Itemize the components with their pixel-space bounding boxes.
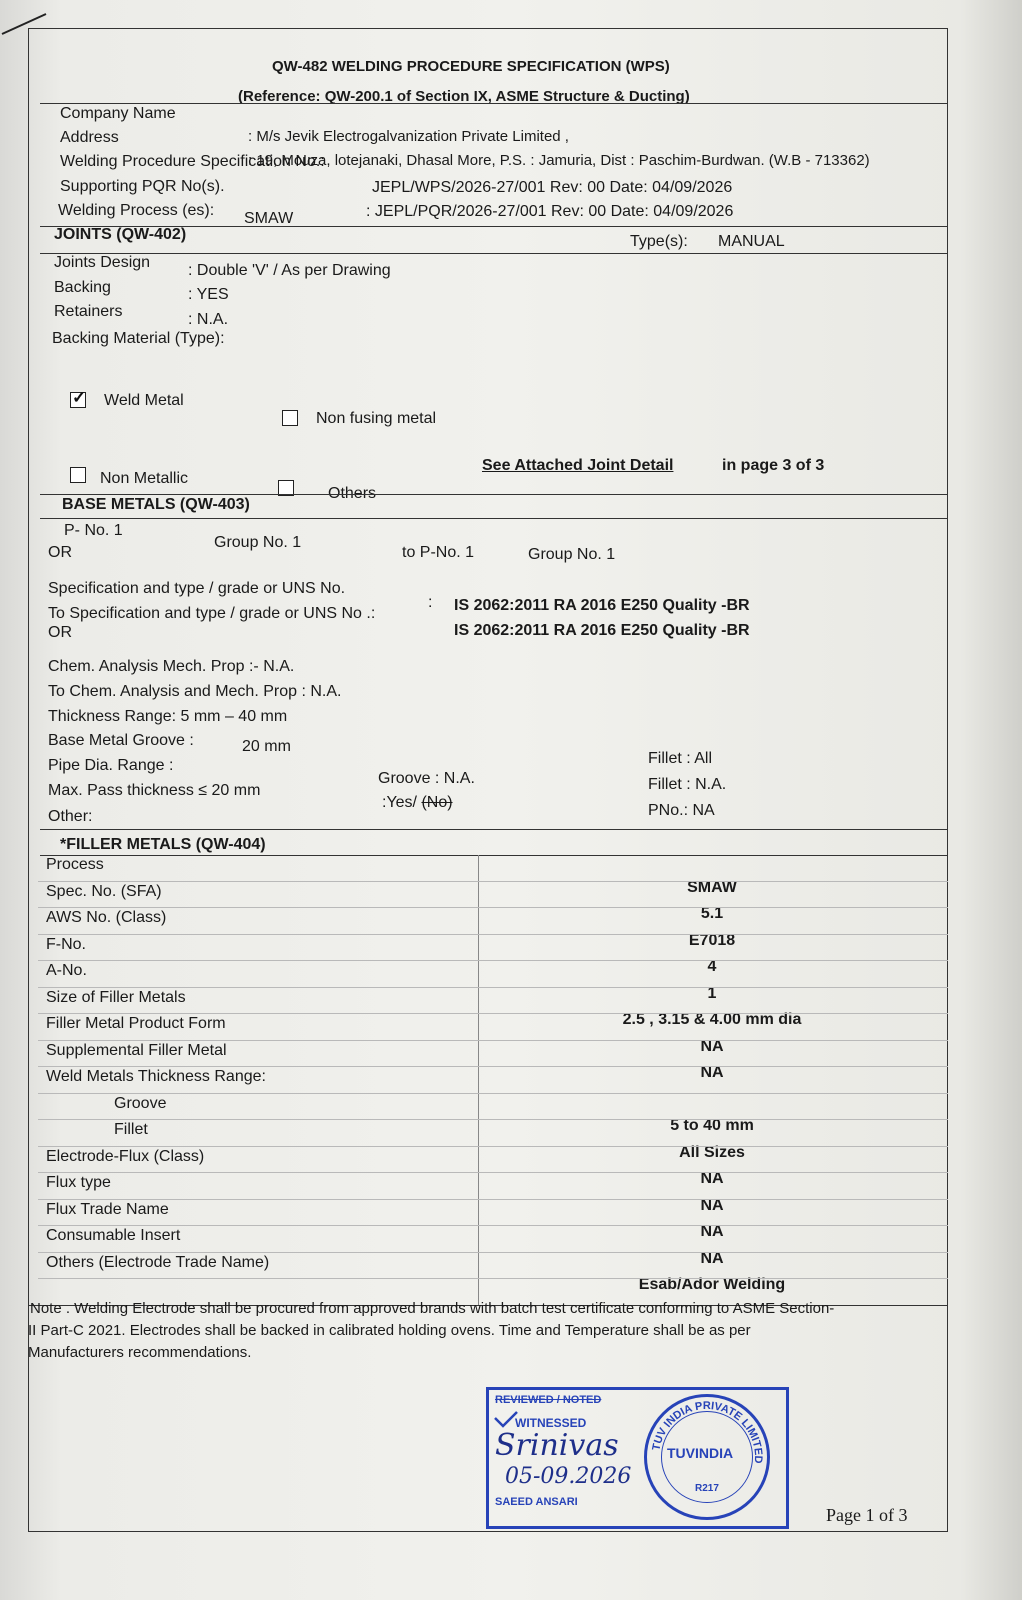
table-row-line (38, 960, 948, 961)
filler-row-label: Process (46, 856, 104, 873)
welding-process-label: Welding Process (es): (58, 202, 215, 219)
joints-design-value: : Double 'V' / As per Drawing (188, 262, 391, 279)
filler-row-value: NA (700, 1196, 724, 1214)
table-row-line (38, 881, 948, 882)
table-row-line (38, 1093, 948, 1094)
filler-row-label: Groove (114, 1094, 167, 1112)
check-mark-icon (493, 1410, 519, 1430)
filler-row-value: Esab/Ador Welding (638, 1276, 786, 1293)
divider (40, 103, 948, 104)
weld-metal-label: Weld Metal (104, 392, 184, 409)
filler-row-label: AWS No. (Class) (46, 909, 167, 926)
pqr-no-value: : JEPL/PQR/2026-27/001 Rev: 00 Date: 04/09/2026 (366, 203, 734, 220)
other-label: Other: (48, 808, 93, 825)
table-row-line (38, 1066, 948, 1067)
base-groove-value: 20 mm (242, 738, 291, 755)
stamp-witnessed: WITNESSED (515, 1416, 587, 1430)
weld-metal-checkbox[interactable] (70, 392, 86, 408)
table-row-line (38, 1146, 948, 1147)
joints-heading: JOINTS (QW-402) (54, 226, 187, 243)
filler-row-label: Flux Trade Name (46, 1200, 169, 1218)
or-label: OR (48, 544, 72, 561)
tuv-seal (644, 1394, 770, 1520)
divider (40, 518, 948, 519)
stamp-reviewed: REVIEWED / NOTED (495, 1394, 602, 1406)
table-row-line (38, 934, 948, 935)
inspection-stamp (486, 1387, 789, 1529)
to-p-no: to P-No. 1 (402, 544, 475, 561)
filler-row-label: A-No. (46, 962, 87, 979)
address-label: Address (60, 129, 119, 146)
spec-value: IS 2062:2011 RA 2016 E250 Quality -BR (454, 597, 750, 614)
table-row-line (38, 1040, 948, 1041)
filler-row-value: 4 (707, 958, 717, 975)
wps-no-value: JEPL/WPS/2026-27/001 Rev: 00 Date: 04/09/2026 (372, 179, 733, 196)
fillet-all: Fillet : All (648, 750, 713, 767)
filler-row-value: NA (700, 1223, 724, 1240)
p-no: P- No. 1 (64, 522, 123, 539)
type-value: MANUAL (718, 233, 785, 250)
filler-row-label: Supplemental Filler Metal (46, 1041, 227, 1059)
pqr-no-label: Supporting PQR No(s). (60, 178, 225, 195)
divider (40, 494, 948, 495)
doc-subtitle: (Reference: QW-200.1 of Section IX, ASME Structure & Ducting) (238, 88, 690, 105)
to-chem-analysis: To Chem. Analysis and Mech. Prop : N.A. (48, 683, 342, 700)
backing-value: : YES (188, 286, 229, 303)
table-row-line (38, 1119, 948, 1120)
no-text-struck: (No) (421, 794, 453, 811)
address-value: : 19, Mouza, lotejanaki, Dhasal More, P.S. : Jamuria, Dist : Paschim-Burdwan. (W.B - 713362) (248, 152, 870, 169)
base-metals-heading: BASE METALS (QW-403) (62, 496, 250, 513)
filler-row-label: Others (Electrode Trade Name) (46, 1253, 270, 1271)
welding-process-value: SMAW (244, 210, 294, 227)
see-attached-link[interactable]: See Attached Joint Detail (482, 457, 674, 474)
note-line-1: Note . Welding Electrode shall be procured from approved brands with batch test certificate conforming to ASME Section- (30, 1300, 835, 1317)
pipe-dia-range: Pipe Dia. Range : (48, 757, 174, 774)
table-row-line (38, 1013, 948, 1014)
table-row-line (38, 1278, 948, 1279)
filler-row-value: NA (700, 1037, 724, 1055)
table-row-line (38, 907, 948, 908)
fillet-na: Fillet : N.A. (648, 776, 727, 793)
to-spec-value: IS 2062:2011 RA 2016 E250 Quality -BR (454, 622, 750, 639)
yes-text: :Yes/ (382, 794, 422, 811)
filler-row-label: Fillet (114, 1121, 148, 1138)
filler-row-label: Electrode-Flux (Class) (46, 1147, 205, 1165)
table-row-line (38, 1225, 948, 1226)
filler-row-label: Filler Metal Product Form (46, 1015, 226, 1032)
filler-row-label: Weld Metals Thickness Range: (46, 1068, 266, 1085)
retainers-value: : N.A. (188, 311, 229, 328)
thickness-range: Thickness Range: 5 mm – 40 mm (48, 708, 288, 725)
retainers-label: Retainers (54, 303, 123, 320)
filler-row-value: 2.5 , 3.15 & 4.00 mm dia (622, 1011, 802, 1028)
max-pass-thickness: Max. Pass thickness ≤ 20 mm (48, 782, 261, 799)
backing-label: Backing (54, 279, 111, 296)
table-row-line (38, 1199, 948, 1200)
divider (40, 253, 948, 254)
filler-row-value: All Sizes (679, 1143, 745, 1161)
filler-row-label: Consumable Insert (46, 1227, 181, 1244)
chem-analysis: Chem. Analysis Mech. Prop :- N.A. (48, 658, 295, 675)
yes-no (382, 794, 453, 812)
joints-design-label: Joints Design (54, 254, 151, 271)
spec-colon: : (428, 594, 433, 611)
spec-label: Specification and type / grade or UNS No. (48, 580, 346, 597)
seal-code: R217 (695, 1483, 719, 1494)
stamp-name: SAEED ANSARI (495, 1496, 578, 1508)
non-fusing-checkbox[interactable] (282, 410, 298, 426)
filler-row-label: Spec. No. (SFA) (46, 882, 162, 900)
filler-row-value: NA (700, 1064, 724, 1081)
table-column-divider (478, 855, 479, 1305)
filler-row-label: Flux type (46, 1174, 111, 1191)
page-number: Page 1 of 3 (826, 1505, 908, 1525)
signature: Srinivas (495, 1428, 619, 1463)
doc-title: QW-482 WELDING PROCEDURE SPECIFICATION (WPS) (272, 58, 670, 75)
table-row-line (38, 1172, 948, 1173)
wps-no-label: Welding Procedure Specification No.: (60, 153, 325, 170)
others-label: Others (328, 485, 377, 502)
p-no-na: PNo.: NA (648, 802, 715, 819)
table-row-line (38, 1252, 948, 1253)
filler-row-value: E7018 (688, 931, 736, 949)
page-ref: in page 3 of 3 (722, 457, 825, 474)
filler-row-value: 5.1 (700, 905, 724, 922)
filler-row-value: SMAW (687, 878, 737, 896)
non-fusing-label: Non fusing metal (316, 410, 437, 427)
divider (40, 855, 948, 856)
or-label: OR (48, 624, 72, 641)
company-name-label: Company Name (60, 105, 176, 122)
filler-row-value: NA (700, 1170, 724, 1187)
note-line-2: II Part-C 2021. Electrodes shall be backed in calibrated holding ovens. Time and Temperature shall be as per (28, 1322, 751, 1339)
filler-metals-heading: *FILLER METALS (QW-404) (60, 836, 266, 853)
group-no: Group No. 1 (214, 534, 302, 551)
filler-row-label: F-No. (46, 935, 86, 953)
table-row-line (38, 987, 948, 988)
filler-row-label: Size of Filler Metals (46, 988, 186, 1006)
non-metallic-checkbox[interactable] (70, 467, 86, 483)
seal-center-text: TUVINDIA (667, 1445, 734, 1461)
backing-material-label: Backing Material (Type): (52, 330, 225, 347)
stamp-date: 05-09.2026 (505, 1464, 632, 1489)
groove-na: Groove : N.A. (378, 770, 475, 787)
svg-text:TUV INDIA PRIVATE LIMITED: TUV INDIA PRIVATE LIMITED (650, 1399, 765, 1464)
non-metallic-label: Non Metallic (100, 470, 189, 487)
filler-row-value: NA (700, 1249, 724, 1267)
to-group-no: Group No. 1 (528, 546, 616, 563)
to-spec-label: To Specification and type / grade or UNS No .: (48, 605, 376, 622)
filler-row-value: 1 (707, 984, 717, 1002)
type-label: Type(s): (630, 233, 688, 250)
base-groove-label: Base Metal Groove : (48, 732, 194, 749)
note-line-3: Manufacturers recommendations. (28, 1344, 252, 1361)
company-name-value: : M/s Jevik Electrogalvanization Private Limited , (248, 128, 569, 145)
filler-row-value: 5 to 40 mm (670, 1117, 754, 1134)
divider (40, 829, 948, 830)
